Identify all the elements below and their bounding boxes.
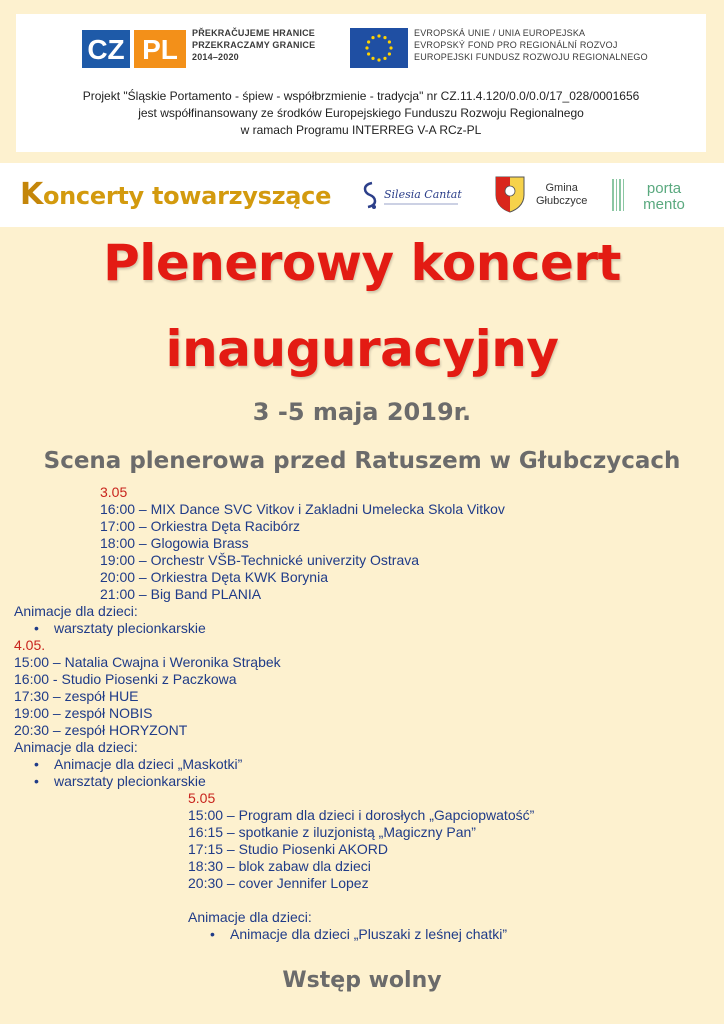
- banner-title-initial: K: [20, 177, 43, 212]
- czpl-line-3: 2014–2020: [192, 52, 239, 62]
- day1-schedule: [100, 484, 505, 603]
- day3-schedule: [188, 790, 534, 943]
- day2-item: 20:30 – zespół HORYZONT: [14, 722, 188, 738]
- headline-line-1: Plenerowy koncert: [103, 234, 621, 292]
- project-line-3: w ramach Programu INTERREG V-A RCz-PL: [240, 123, 482, 137]
- day2-kids-label: Animacje dla dzieci:: [14, 739, 138, 755]
- silesia-logo-text: Silesia Cantat: [384, 188, 462, 201]
- day2-date: 4.05.: [14, 637, 46, 653]
- day3-kids-item: • Animacje dla dzieci „Pluszaki z leśnej chatki”: [204, 926, 534, 943]
- banner-title: [20, 177, 331, 212]
- eu-line-1: EVROPSKÁ UNIE / UNIA EUROPEJSKA: [414, 28, 586, 38]
- gmina-line-1: Gmina: [545, 182, 578, 194]
- czpl-line-2: PRZEKRACZAMY GRANICE: [192, 40, 316, 50]
- eu-flag-icon: [350, 28, 408, 68]
- day1-item: 17:00 – Orkiestra Dęta Racibórz: [100, 518, 300, 534]
- project-line-2: jest współfinansowany ze środków Europejskiego Funduszu Rozwoju Regionalnego: [138, 106, 584, 120]
- czpl-program-text: [192, 27, 315, 63]
- day3-kids-label: Animacje dla dzieci:: [188, 909, 312, 925]
- day1-item: 18:00 – Glogowia Brass: [100, 535, 249, 551]
- banner-title-rest: oncerty towarzyszące: [42, 182, 332, 210]
- funding-header: [0, 0, 724, 158]
- portamento-logo: [612, 177, 704, 213]
- day3-item: 17:15 – Studio Piosenki AKORD: [188, 841, 389, 857]
- day3-date: 5.05: [188, 790, 216, 806]
- day1-item: 20:00 – Orkiestra Dęta KWK Borynia: [100, 569, 328, 585]
- day2-item: 17:30 – zespół HUE: [14, 688, 139, 704]
- concert-banner: [0, 163, 724, 227]
- free-entry-note: Wstęp wolny: [282, 968, 442, 993]
- day2-item: 16:00 - Studio Piosenki z Paczkowa: [14, 671, 237, 687]
- gmina-glubczyce-logo: [494, 175, 594, 215]
- day3-spacer: [188, 892, 534, 909]
- day3-item: 16:15 – spotkanie z iluzjonistą „Magiczny Pan”: [188, 824, 476, 840]
- day3-item: 20:30 – cover Jennifer Lopez: [188, 875, 369, 891]
- czpl-line-1: PŘEKRAČUJEME HRANICE: [192, 28, 316, 38]
- gmina-logo-text: [536, 182, 587, 208]
- event-venue: Scena plenerowa przed Ratuszem w Głubczycach: [43, 448, 681, 474]
- portamento-logo-line-1: porta: [646, 180, 682, 197]
- day1-item: 16:00 – MIX Dance SVC Vitkov i Zakladni Umelecka Skola Vitkov: [100, 501, 505, 517]
- day2-item: 19:00 – zespół NOBIS: [14, 705, 153, 721]
- day3-item: 18:30 – blok zabaw dla dzieci: [188, 858, 371, 874]
- gmina-line-2: Głubczyce: [536, 195, 588, 207]
- svg-text:CZ: CZ: [87, 34, 125, 65]
- day2-schedule: [14, 637, 281, 790]
- czpl-program-logo: [82, 28, 186, 70]
- project-description: [16, 88, 706, 139]
- day3-item: 15:00 – Program dla dzieci i dorosłych „Gapciopwatość”: [188, 807, 535, 823]
- day1-item: 19:00 – Orchestr VŠB-Technické univerzity Ostrava: [100, 552, 420, 568]
- silesia-cantat-logo: [358, 177, 468, 213]
- day2-item: 15:00 – Natalia Cwajna i Weronika Strąbek: [14, 654, 281, 670]
- day1-date: 3.05: [100, 484, 128, 500]
- day2-kids-item: • warsztaty plecionkarskie: [28, 773, 281, 790]
- day2-kids-item: • Animacje dla dzieci „Maskotki”: [28, 756, 281, 773]
- funding-box: [16, 14, 706, 152]
- day1-kids: [14, 603, 206, 637]
- day1-item: 21:00 – Big Band PLANIA: [100, 586, 262, 602]
- project-line-1: Projekt "Śląskie Portamento - śpiew - współbrzmienie - tradycja" nr CZ.11.4.120/0.0/0.0/17_028/0001656: [82, 89, 640, 103]
- coat-of-arms-icon: [494, 175, 526, 213]
- eu-line-2: EVROPSKÝ FOND PRO REGIONÁLNÍ ROZVOJ: [414, 40, 618, 50]
- day1-kids-label: Animacje dla dzieci:: [14, 603, 138, 619]
- eu-fund-text: [414, 27, 648, 63]
- headline-line-2: inauguracyjny: [165, 320, 559, 378]
- svg-text:PL: PL: [142, 34, 178, 65]
- event-dates: 3 -5 maja 2019r.: [252, 398, 472, 426]
- day1-kids-item: • warsztaty plecionkarskie: [28, 620, 206, 637]
- portamento-logo-line-2: mento: [643, 196, 685, 213]
- eu-line-3: EUROPEJSKI FUNDUSZ ROZWOJU REGIONALNEGO: [414, 52, 648, 62]
